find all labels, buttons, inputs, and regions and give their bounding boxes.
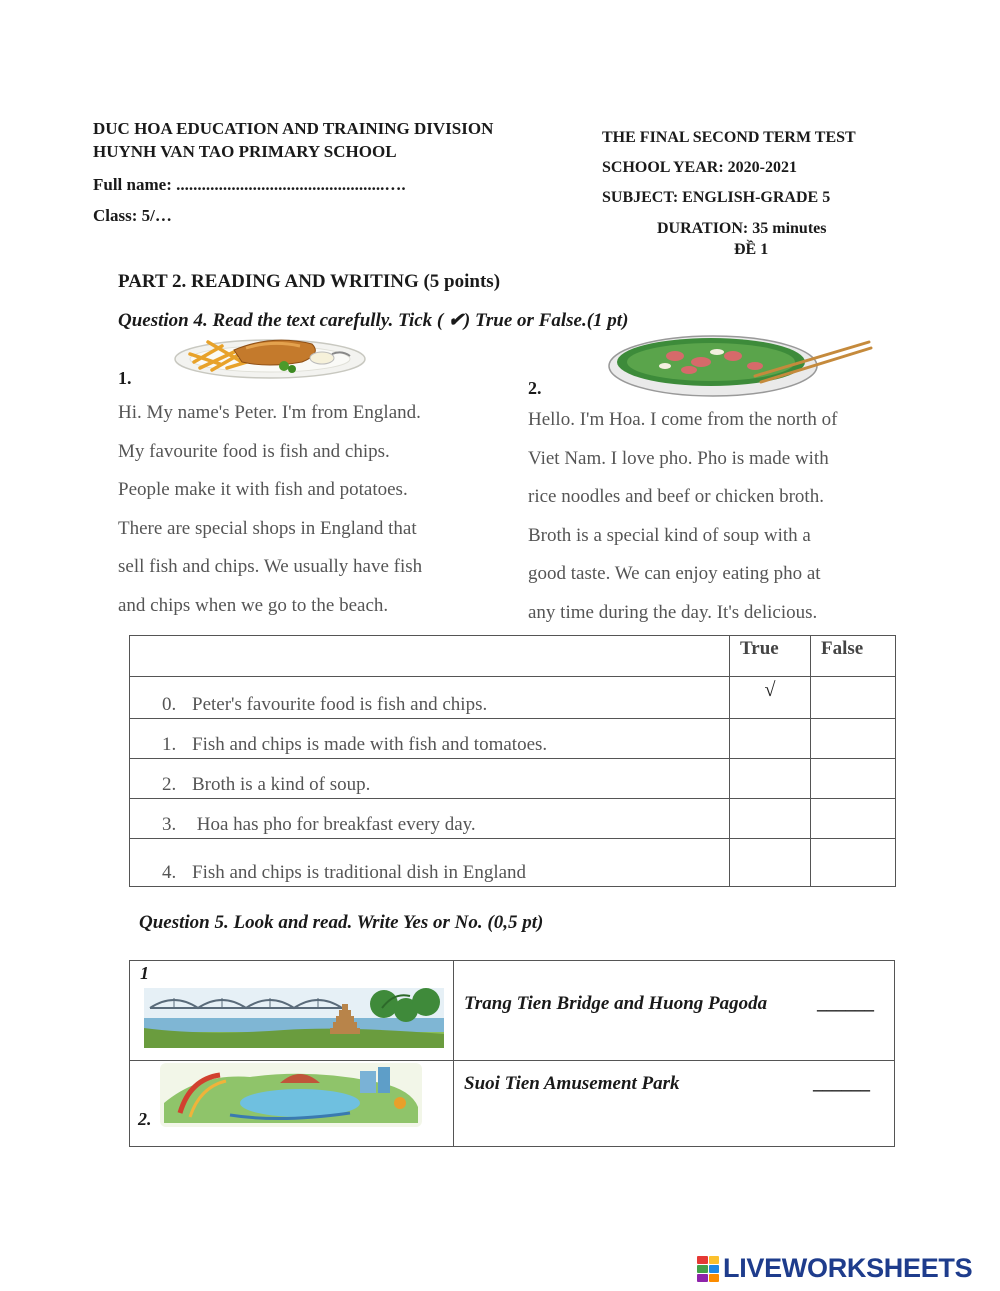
true-cell[interactable]: √: [730, 677, 811, 719]
duration: DURATION: 35 minutes: [657, 220, 827, 237]
statement-cell: [130, 759, 730, 799]
item-number: 1: [140, 963, 149, 983]
test-title: THE FINAL SECOND TERM TEST: [602, 129, 856, 146]
statement-text: Fish and chips is made with fish and tomatoes.: [192, 734, 548, 755]
answer-blank[interactable]: ______: [817, 993, 874, 1014]
statement-number: 2.: [162, 774, 177, 795]
division-name: DUC HOA EDUCATION AND TRAINING DIVISION: [93, 119, 494, 138]
table-header-row: [130, 636, 896, 677]
statement-header: [130, 636, 730, 677]
class-field: Class: 5/…: [93, 206, 172, 225]
liveworksheets-logo[interactable]: [697, 1253, 972, 1284]
passage-2-text: [528, 401, 837, 633]
true-column-header: True: [730, 636, 811, 677]
statement-text: Fish and chips is traditional dish in England: [192, 862, 527, 883]
table-row: [130, 759, 896, 799]
true-cell[interactable]: [730, 719, 811, 759]
answer-blank[interactable]: ______: [813, 1073, 870, 1094]
passage-line: Hi. My name's Peter. I'm from England.: [118, 402, 421, 423]
table-row: [130, 1061, 895, 1147]
statement-number: 0.: [162, 694, 177, 715]
statement-number: 1.: [162, 734, 177, 755]
table-row: [130, 839, 896, 887]
logo-badge-icon: [697, 1256, 719, 1282]
statement-number: 3.: [162, 814, 177, 835]
table-row: [130, 677, 896, 719]
fish-and-chips-image: [172, 332, 368, 380]
passage-1-number: 1.: [118, 368, 132, 388]
image-cell: [130, 1061, 454, 1147]
false-cell[interactable]: [811, 839, 896, 887]
false-column-header: False: [811, 636, 896, 677]
school-year: SCHOOL YEAR: 2020-2021: [602, 159, 797, 176]
full-name-field: Full name: .................................................….: [93, 175, 406, 194]
passage-line: Hello. I'm Hoa. I come from the north of: [528, 409, 838, 430]
logo-text: LIVEWORKSHEETS: [723, 1253, 973, 1283]
statement-cell: [454, 961, 895, 1061]
statement-cell: [130, 799, 730, 839]
part-title: PART 2. READING AND WRITING (5 points): [118, 271, 501, 292]
false-cell[interactable]: [811, 799, 896, 839]
passage-line: My favourite food is fish and chips.: [118, 440, 390, 462]
table-row: [130, 799, 896, 839]
amusement-park-image: [160, 1063, 422, 1127]
passage-line: People make it with fish and potatoes.: [118, 479, 408, 501]
question-5-title: Question 5. Look and read. Write Yes or No. (0,5 pt): [139, 912, 544, 933]
passage-line: Viet Nam. I love pho. Pho is made with: [528, 447, 829, 469]
version-label: ĐỀ 1: [734, 241, 769, 258]
table-row: [130, 961, 895, 1061]
statement-text: Peter's favourite food is fish and chips.: [192, 694, 488, 715]
table-row: [130, 719, 896, 759]
passage-line: There are special shops in England that: [118, 517, 417, 539]
subject: SUBJECT: ENGLISH-GRADE 5: [602, 189, 831, 206]
pho-bowl-image: [605, 332, 873, 398]
false-cell[interactable]: [811, 677, 896, 719]
question-4-title: Question 4. Read the text carefully. Tick ( ✔) True or False.(1 pt): [118, 310, 629, 331]
statement-text: Hoa has pho for breakfast every day.: [192, 814, 476, 835]
statement-text: Broth is a kind of soup.: [192, 774, 371, 795]
statement-cell: [130, 719, 730, 759]
passage-line: Broth is a special kind of soup with a: [528, 524, 811, 546]
school-name: HUYNH VAN TAO PRIMARY SCHOOL: [93, 142, 397, 161]
place-name: Suoi Tien Amusement Park: [464, 1073, 680, 1094]
passage-line: good taste. We can enjoy eating pho at: [528, 563, 821, 585]
false-cell[interactable]: [811, 759, 896, 799]
statement-number: 4.: [162, 862, 177, 883]
passage-line: and chips when we go to the beach.: [118, 594, 389, 616]
true-false-table: [129, 635, 896, 887]
statement-cell: [130, 839, 730, 887]
item-number: 2.: [138, 1109, 152, 1129]
true-cell[interactable]: [730, 799, 811, 839]
true-cell[interactable]: [730, 759, 811, 799]
true-cell[interactable]: [730, 839, 811, 887]
passage-2-number: 2.: [528, 378, 542, 398]
image-cell: [130, 961, 454, 1061]
passage-line: rice noodles and beef or chicken broth.: [528, 486, 824, 508]
passage-1-text: [118, 394, 422, 626]
statement-cell: [454, 1061, 895, 1147]
yes-no-table: [129, 960, 895, 1147]
passage-line: sell fish and chips. We usually have fish: [118, 556, 423, 578]
statement-cell: [130, 677, 730, 719]
bridge-pagoda-image: [144, 988, 444, 1048]
false-cell[interactable]: [811, 719, 896, 759]
place-name: Trang Tien Bridge and Huong Pagoda: [464, 993, 768, 1014]
passage-line: any time during the day. It's delicious.: [528, 601, 818, 623]
